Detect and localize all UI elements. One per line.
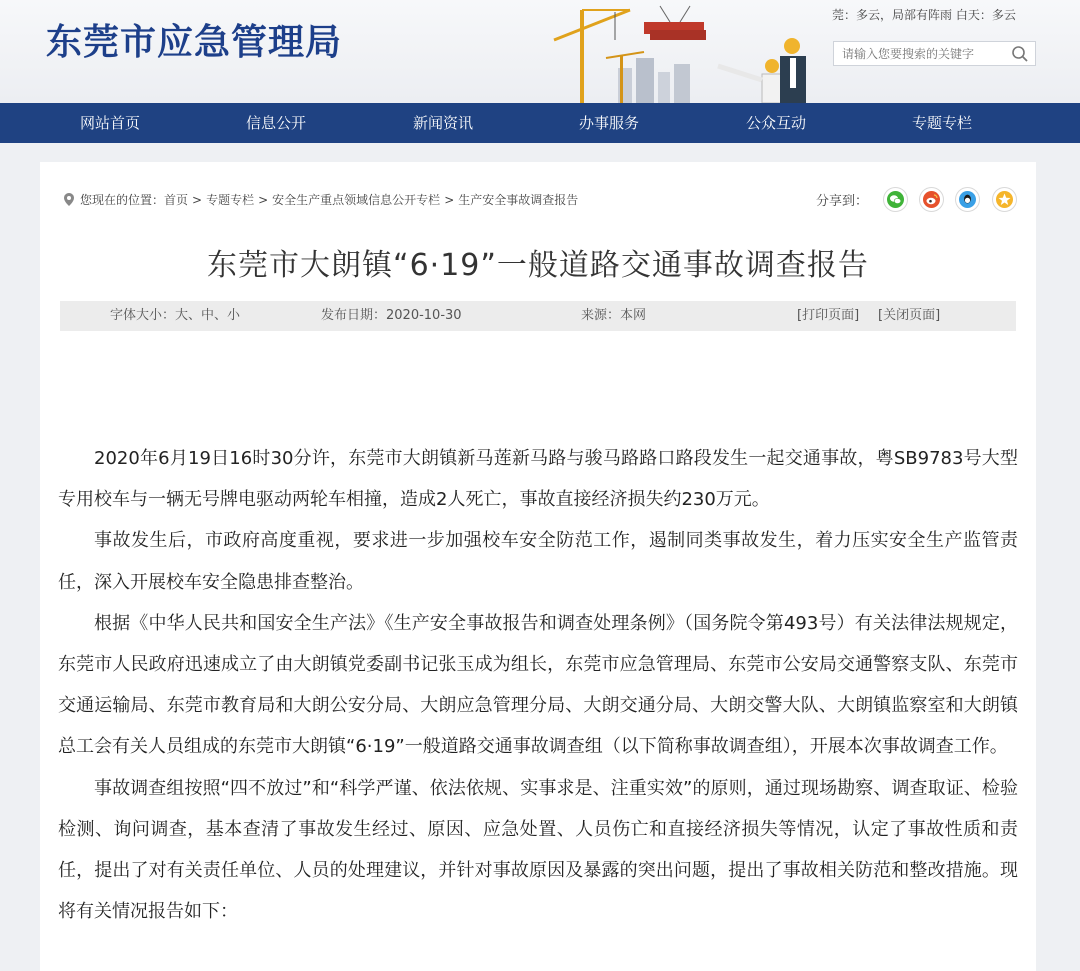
search-input[interactable] xyxy=(834,42,1012,65)
site-header xyxy=(0,0,1080,103)
breadcrumb xyxy=(64,191,578,208)
search-icon[interactable] xyxy=(1011,45,1029,63)
breadcrumb-home[interactable]: 首页 xyxy=(164,193,189,207)
nav-item-services[interactable]: 办事服务 xyxy=(578,114,639,132)
nav-item-home[interactable]: 网站首页 xyxy=(79,114,140,132)
print-page-link[interactable]: [打印页面] xyxy=(797,308,860,323)
location-pin-icon xyxy=(64,193,74,206)
article-meta-bar xyxy=(60,301,1016,331)
weibo-icon[interactable] xyxy=(919,187,944,212)
breadcrumb-accident-reports[interactable]: 生产安全事故调查报告 xyxy=(458,193,579,207)
close-page-link[interactable]: [关闭页面] xyxy=(878,308,941,323)
nav-item-interaction[interactable]: 公众互动 xyxy=(745,114,806,132)
article-paragraph: 事故发生后，市政府高度重视，要求进一步加强校车安全防范工作，遏制同类事故发生，着力压实安全生产监管责任，深入开展校车安全隐患排查整治。 xyxy=(58,530,1018,593)
font-size-control[interactable]: 字体大小：大、中、小 xyxy=(110,308,241,323)
breadcrumb-special[interactable]: 专题专栏 xyxy=(206,193,255,207)
article-title: 东莞市大朗镇“6·19”一般道路交通事故调查报告 xyxy=(207,248,869,283)
breadcrumb-prefix: 您现在的位置： xyxy=(80,193,165,207)
article-paragraph: 事故调查组按照“四不放过”和“科学严谨、依法依规、实事求是、注重实效”的原则，通过现场勘察、调查取证、检验检测、询问调查，基本查清了事故发生经过、原因、应急处置、人员伤亡和直接经济损失等情况，认定了事故性质和责任，提出了对有关责任单位、人员的处理建议，并针对事故原因及暴露的突出问题，提出了事故相关防范和整改措施。现将有关情况报告如下： xyxy=(58,777,1018,923)
publish-date: 发布日期：2020-10-30 xyxy=(321,308,462,323)
share-bar xyxy=(816,187,1017,212)
breadcrumb-safety-column[interactable]: 安全生产重点领域信息公开专栏 xyxy=(272,193,441,207)
article-paragraph: 根据《中华人民共和国安全生产法》《生产安全事故报告和调查处理条例》（国务院令第493号）有关法律法规规定，东莞市人民政府迅速成立了由大朗镇党委副书记张玉成为组长，东莞市应急管理局、东莞市公安局交通警察支队、东莞市交通运输局、东莞市教育局和大朗公安分局、大朗应急管理分局、大朗交通分局、大朗交警大队、大朗镇监察室和大朗镇总工会有关人员组成的东莞市大朗镇“6·19”一般道路交通事故调查组（以下简称事故调查组），开展本次事故调查工作。 xyxy=(58,612,1018,758)
main-nav xyxy=(0,103,1080,143)
breadcrumb-separator: > xyxy=(258,193,269,207)
construction-banner-graphic xyxy=(540,0,840,103)
search-box xyxy=(833,41,1036,66)
weather-ticker: 莞：多云，局部有阵雨 白天：多云 xyxy=(832,8,1016,22)
qzone-icon[interactable] xyxy=(992,187,1017,212)
article-paragraph: 2020年6月19日16时30分许，东莞市大朗镇新马莲新马路与骏马路路口路段发生一起交通事故，粤SB9783号大型专用校车与一辆无号牌电驱动两轮车相撞，造成2人死亡，事故直接经济损失约230万元。 xyxy=(58,448,1018,511)
article-source: 来源：本网 xyxy=(581,308,647,323)
nav-item-info-open[interactable]: 信息公开 xyxy=(245,114,306,132)
share-label: 分享到： xyxy=(816,194,869,209)
breadcrumb-separator: > xyxy=(192,193,203,207)
article-container xyxy=(40,162,1036,971)
wechat-icon[interactable] xyxy=(883,187,908,212)
site-title[interactable]: 东莞市应急管理局 xyxy=(46,22,343,63)
qq-icon[interactable] xyxy=(955,187,980,212)
breadcrumb-separator: > xyxy=(444,193,455,207)
article-body xyxy=(58,438,1018,932)
nav-item-news[interactable]: 新闻资讯 xyxy=(412,114,473,132)
nav-item-special[interactable]: 专题专栏 xyxy=(911,114,972,132)
